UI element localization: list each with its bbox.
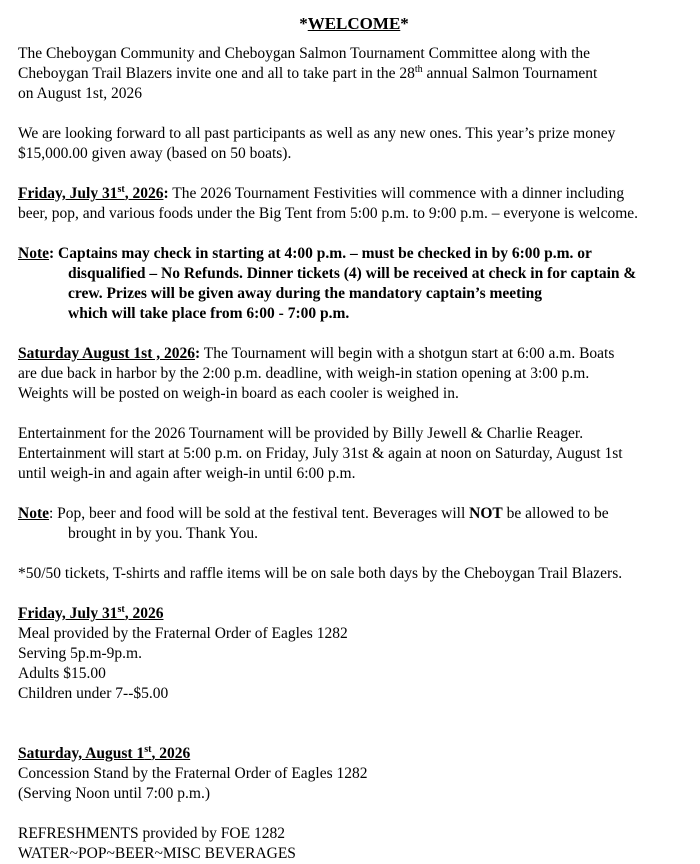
note-label: Note bbox=[18, 505, 49, 522]
saturday-meal-section bbox=[18, 744, 690, 804]
beverage-note: Note: Pop, beer and food will be sold at the festival tent. Beverages will NOT be allowed to be brought in by you. Thank You. bbox=[18, 505, 609, 542]
friday-meal-heading: Friday, July 31st, 2026 bbox=[18, 603, 164, 622]
saturday-meal-heading: Saturday, August 1st, 2026 bbox=[18, 743, 191, 762]
captains-note: Note: Captains may check in starting at 4:00 p.m. – must be checked in by 6:00 p.m. or disqualified – No Refunds. Dinner tickets (4) will be received at check in for captain & crew. Prizes will be given away during the mandatory captain’s meeting which will take place from 6:00 - 7:00 p.m. bbox=[18, 245, 637, 322]
entertainment-paragraph: Entertainment for the 2026 Tournament will be provided by Billy Jewell & Charlie Reager. Entertainment will start at 5:00 p.m. on Friday, July 31st & again at noon on Saturday, August 1st until weigh-in and again after weigh-in until 6:00 p.m. bbox=[18, 425, 623, 482]
list-item: Adults $15.00 bbox=[18, 665, 106, 682]
saturday-heading: Saturday August 1st , 2026 bbox=[18, 345, 195, 362]
flyer-document bbox=[18, 14, 690, 864]
tickets-paragraph: *50/50 tickets, T-shirts and raffle items will be on sale both days by the Cheboygan Trail Blazers. bbox=[18, 565, 623, 582]
welcome-heading: WELCOME bbox=[307, 14, 401, 33]
refreshments-section: REFRESHMENTS provided by FOE 1282 WATER~POP~BEER~MISC BEVERAGES bbox=[18, 825, 296, 862]
saturday-paragraph: Saturday August 1st , 2026: The Tournament will begin with a shotgun start at 6:00 a.m. Boats are due back in harbor by the 2:00 p.m. deadline, with weigh-in station opening at 3:00 p.m. Weights will be posted on weigh-in board as each cooler is weighed in. bbox=[18, 345, 615, 402]
friday-meal-section bbox=[18, 604, 690, 704]
page-title: *WELCOME* bbox=[299, 14, 409, 33]
friday-paragraph: Friday, July 31st, 2026: The 2026 Tournament Festivities will commence with a dinner including beer, pop, and various foods under the Big Tent from 5:00 p.m. to 9:00 p.m. – everyone is welcome. bbox=[18, 183, 639, 222]
list-item: (Serving Noon until 7:00 p.m.) bbox=[18, 785, 211, 802]
list-item: Concession Stand by the Fraternal Order of Eagles 1282 bbox=[18, 765, 368, 782]
list-item: Serving 5p.m-9p.m. bbox=[18, 645, 142, 662]
note-label: Note bbox=[18, 245, 49, 262]
friday-heading: Friday, July 31st, 2026 bbox=[18, 183, 164, 202]
list-item: Meal provided by the Fraternal Order of Eagles 1282 bbox=[18, 625, 348, 642]
list-item: Children under 7--$5.00 bbox=[18, 685, 169, 702]
intro-paragraph: The Cheboygan Community and Cheboygan Salmon Tournament Committee along with the Cheboygan Trail Blazers invite one and all to take part in the 28th annual Salmon Tournament on August 1st, 2026 bbox=[18, 45, 598, 102]
prize-paragraph: We are looking forward to all past participants as well as any new ones. This year’s prize money $15,000.00 given away (based on 50 boats). bbox=[18, 125, 616, 162]
